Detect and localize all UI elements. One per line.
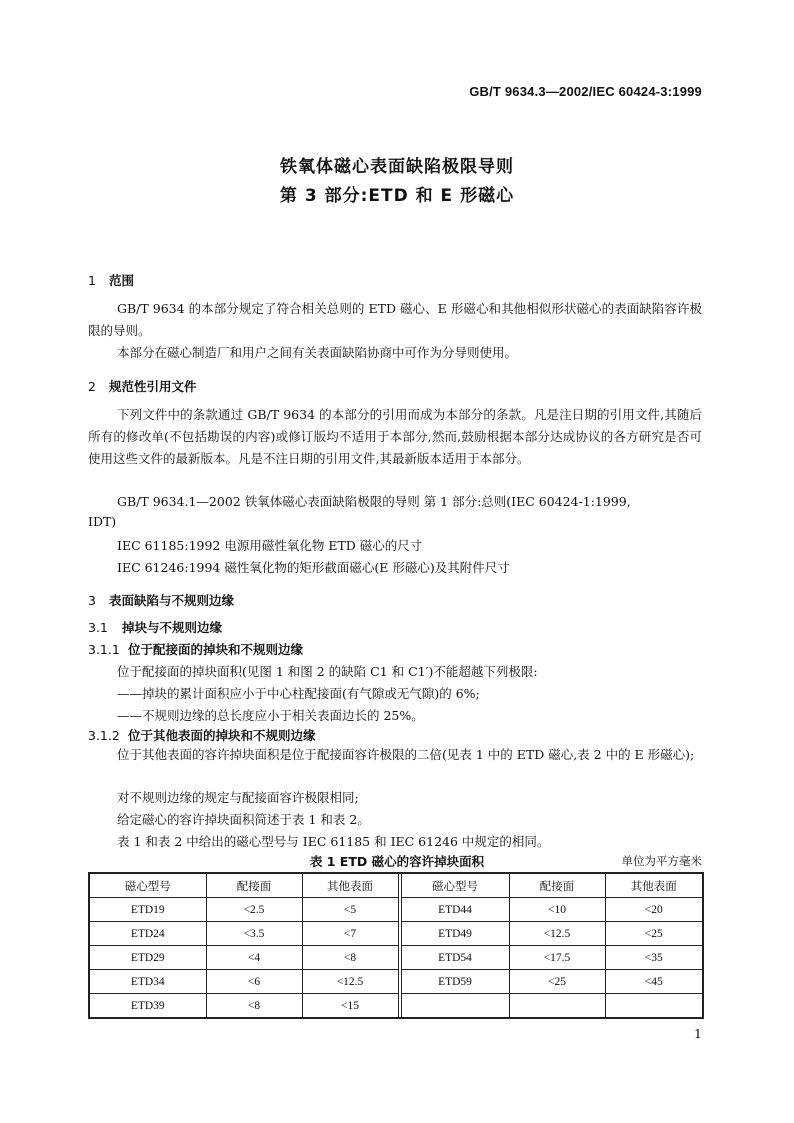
cell-core-type: ETD29 <box>89 946 206 970</box>
section-3-1-2-heading <box>88 726 316 744</box>
section-title: 位于其他表面的掉块和不规则边缘 <box>128 728 316 743</box>
section-2-heading <box>88 377 197 395</box>
cell-mating: <6 <box>206 970 302 994</box>
cell-core-type: ETD39 <box>89 994 206 1019</box>
section-title: 位于配接面的掉块和不规则边缘 <box>128 642 304 657</box>
cell-other: <25 <box>605 922 703 946</box>
table-1-unit: 单位为平方毫米 <box>621 854 702 868</box>
cell-other: <8 <box>302 946 398 970</box>
cell-other: <20 <box>605 898 703 922</box>
document-title-line1: 铁氧体磁心表面缺陷极限导则 <box>280 157 514 177</box>
section-title: 表面缺陷与不规则边缘 <box>109 593 235 608</box>
cell-mating: <17.5 <box>509 946 605 970</box>
cell-other: <12.5 <box>302 970 398 994</box>
page-number: 1 <box>694 1026 702 1041</box>
section-title: 掉块与不规则边缘 <box>122 620 223 635</box>
table-row <box>89 994 703 1019</box>
cell-other: <7 <box>302 922 398 946</box>
cell-core-type: ETD34 <box>89 970 206 994</box>
cell-core-type: ETD49 <box>401 922 509 946</box>
header-mating-surface: 配接面 <box>509 873 605 898</box>
cell-mating: <8 <box>206 994 302 1019</box>
references-intro-paragraph: 下列文件中的条款通过 GB/T 9634 的本部分的引用而成为本部分的条款。凡是注日期的引用文件,其随后所有的修改单(不包括勘误的内容)或修订版均不适用于本部分,然而,鼓励根据本部分达成协议的各方研究是否可使用这些文件的最新版本。凡是不注日期的引用文件,其最新版本适用于本部分。 <box>88 407 702 466</box>
table-row <box>89 946 703 970</box>
cell-other: <35 <box>605 946 703 970</box>
table-1-caption: 表 1 ETD 磁心的容许掉块面积 <box>309 854 485 869</box>
document-title-line2: 第 3 部分:ETD 和 E 形磁心 <box>279 186 515 206</box>
header-core-type: 磁心型号 <box>89 873 206 898</box>
section-3-1-1-heading <box>88 640 303 658</box>
header-other-surface: 其他表面 <box>302 873 398 898</box>
table-row <box>89 922 703 946</box>
reference-item-2: IEC 61185:1992 电源用磁性氧化物 ETD 磁心的尺寸 <box>117 538 423 553</box>
scope-paragraph-1: GB/T 9634 的本部分规定了符合相关总则的 ETD 磁心、E 形磁心和其他相似形状磁心的表面缺陷容许极限的导则。 <box>88 301 702 338</box>
limit-item-edge-length: ——不规则边缘的总长度应小于相关表面边长的 25%。 <box>117 708 424 723</box>
cell-other: <5 <box>302 898 398 922</box>
header-core-type: 磁心型号 <box>401 873 509 898</box>
irregular-edge-paragraph: 对不规则边缘的规定与配接面容许极限相同; <box>117 790 359 805</box>
cell-mating: <3.5 <box>206 922 302 946</box>
section-number: 2 <box>88 379 96 394</box>
section-number: 1 <box>88 273 96 288</box>
section-1-heading <box>88 271 134 289</box>
reference-item-1-continued: IDT) <box>88 514 117 529</box>
section-number: 3.1.2 <box>88 728 120 743</box>
section-3-1-heading <box>88 618 222 636</box>
core-type-note-paragraph: 表 1 和表 2 中给出的磁心型号与 IEC 61185 和 IEC 61246 中规定的相同。 <box>117 834 550 849</box>
section-number: 3 <box>88 593 96 608</box>
other-surface-paragraph: 位于其他表面的容许掉块面积是位于配接面容许极限的二倍(见表 1 中的 ETD 磁心,表 2 中的 E 形磁心); <box>117 747 695 762</box>
mating-surface-paragraph: 位于配接面的掉块面积(见图 1 和图 2 的缺陷 C1 和 C1′)不能超越下列极限: <box>117 664 538 679</box>
section-number: 3.1 <box>88 620 108 635</box>
table-row <box>89 898 703 922</box>
table-header-row <box>89 873 703 898</box>
section-title: 范围 <box>109 273 135 288</box>
cell-core-type: ETD24 <box>89 922 206 946</box>
cell-core-type: ETD54 <box>401 946 509 970</box>
table-reference-paragraph: 给定磁心的容许掉块面积简述于表 1 和表 2。 <box>117 812 370 827</box>
cell-core-type: ETD19 <box>89 898 206 922</box>
cell-mating: <10 <box>509 898 605 922</box>
cell-mating <box>509 994 605 1019</box>
limit-item-chip-area: ——掉块的累计面积应小于中心柱配接面(有气隙或无气隙)的 6%; <box>117 686 480 701</box>
cell-mating: <12.5 <box>509 922 605 946</box>
cell-other: <15 <box>302 994 398 1019</box>
header-mating-surface: 配接面 <box>206 873 302 898</box>
cell-core-type: ETD44 <box>401 898 509 922</box>
table-1 <box>88 872 704 1019</box>
reference-item-1: GB/T 9634.1—2002 铁氧体磁心表面缺陷极限的导则 第 1 部分:总则(IEC 60424-1:1999, <box>117 494 631 509</box>
cell-mating: <4 <box>206 946 302 970</box>
cell-core-type <box>401 994 509 1019</box>
reference-item-3: IEC 61246:1994 磁性氧化物的矩形截面磁心(E 形磁心)及其附件尺寸 <box>117 560 510 575</box>
header-other-surface: 其他表面 <box>605 873 703 898</box>
section-3-heading <box>88 591 234 609</box>
cell-mating: <25 <box>509 970 605 994</box>
section-number: 3.1.1 <box>88 642 120 657</box>
scope-paragraph-2: 本部分在磁心制造厂和用户之间有关表面缺陷协商中可作为分导则使用。 <box>117 345 518 360</box>
standard-number: GB/T 9634.3—2002/IEC 60424-3:1999 <box>469 84 702 99</box>
cell-other: <45 <box>605 970 703 994</box>
table-row <box>89 970 703 994</box>
cell-core-type: ETD59 <box>401 970 509 994</box>
cell-other <box>605 994 703 1019</box>
section-title: 规范性引用文件 <box>109 379 197 394</box>
cell-mating: <2.5 <box>206 898 302 922</box>
